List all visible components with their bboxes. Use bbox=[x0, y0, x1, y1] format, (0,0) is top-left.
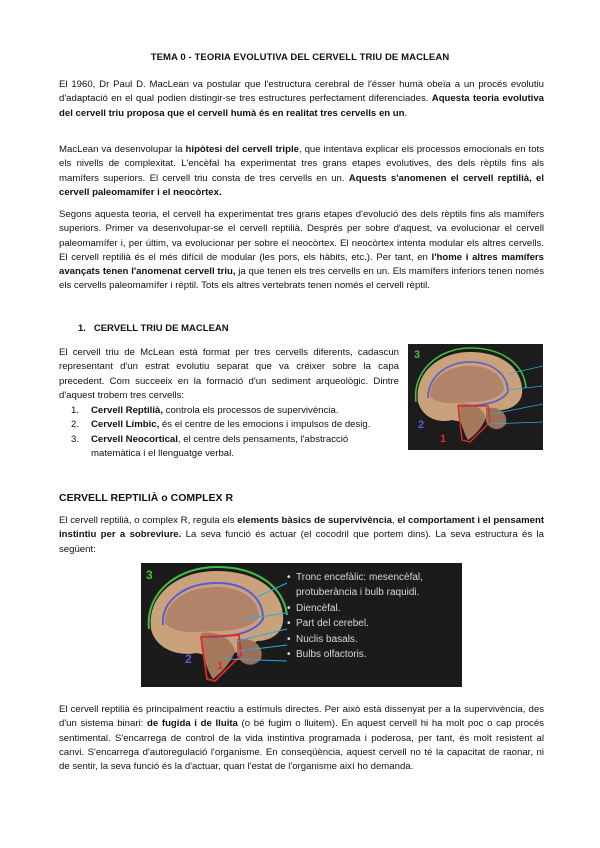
list-number: 3. bbox=[71, 433, 80, 445]
list-text: controla els processos de supervivència. bbox=[162, 405, 339, 416]
structure-item: • Tronc encefàlic: mesencèfal, bbox=[287, 572, 423, 583]
structure-item bbox=[287, 585, 423, 600]
structure-text: Bulbs olfactoris. bbox=[296, 649, 367, 661]
list-number: 1. bbox=[71, 405, 80, 416]
figure-label-1: 1 bbox=[217, 660, 224, 672]
reptilian-intro-paragraph bbox=[59, 514, 544, 557]
triune-brain-figure bbox=[408, 344, 543, 450]
reptilian-brain-figure bbox=[141, 563, 462, 687]
figure-label-3: 3 bbox=[414, 349, 421, 361]
document-title: TEMA 0 - TEORIA EVOLUTIVA DEL CERVELL TRIU DE MACLEAN bbox=[150, 52, 450, 63]
list-item bbox=[59, 418, 399, 432]
structure-list bbox=[287, 570, 423, 662]
figure-label-2: 2 bbox=[185, 652, 192, 666]
section-number: 1. bbox=[78, 323, 86, 334]
list-number: 2. bbox=[71, 419, 80, 431]
hypothesis-paragraph bbox=[59, 143, 544, 200]
structure-item: • Nuclis basals. bbox=[287, 633, 358, 645]
brain-list bbox=[59, 404, 399, 461]
structure-text: Nuclis basals. bbox=[296, 633, 358, 645]
figure-label-2: 2 bbox=[418, 419, 425, 431]
list-item bbox=[59, 404, 399, 418]
text-run: Segons aquesta teoria, el cervell ha experimentat tres grans etapes d'evolució des dels rèptils fins als mamífers superiors. Primer va desenvolupar-se el cervell reptilià. Després per sobre d'aquest, va evolucionar el cervell paleomamífer i, per últim, va evolucionar per sobre el neocòrtex. El neocòrtex intenta modular els altres cervells. El cervell reptilià és el més difícil de modular (les pors, els hàbits, etc.). Per tant, en bbox=[59, 209, 544, 263]
section-heading-reptilian: CERVELL REPTILIÀ o COMPLEX R bbox=[59, 492, 234, 504]
structure-item: • Part del cerebel. bbox=[287, 618, 369, 630]
text-run: , que intentava explicar els processos emocionals en tots els nivells de complexitat. L'encèfal ha experimentat tres grans etapes evolutives, des dels rèptils fins als mamífers superiors. El cervell triu consta de tres cervells en un. bbox=[59, 144, 545, 184]
figure-label-3: 3 bbox=[146, 568, 153, 582]
bold-run: Aquesta teoria evolutiva del cervell triu proposa que el cervell humà és en realitat tres cervells en un bbox=[59, 93, 544, 119]
text-run: El cervell reptilià, o complex R, regula els bbox=[59, 515, 238, 526]
text-run: ja que tenen els tres cervells en un. Els mamífers inferiors tenen només els cervells paleomamífer i rèptil. Tots els altres vertebrats tenen només el cervell rèptil. bbox=[59, 266, 544, 292]
bold-run: l'home i altres mamífers avançats tenen l'anomenat cervell triu, bbox=[59, 251, 544, 278]
text-run: (o bé fugim o lluitem). En aquest cervell hi ha molt poc o cap procés sentimental. S'encarrega de control de la vida instintiva programada i poderosa, per tant, és molt resistent al canvi. S'encarrega d'autoregulació l'organisme. En conseqüència, aquest cervell no té la capacitat de raonar, ni de sentir, la seva funció és la d'actuar, quan l'estat de l'organisme així ho demanda. bbox=[59, 718, 544, 773]
list-term: Cervell Reptilià, bbox=[91, 405, 163, 416]
structure-item: • Bulbs olfactoris. bbox=[287, 649, 367, 661]
section-heading-triune bbox=[78, 323, 229, 334]
bold-run: elements bàsics de supervivència bbox=[237, 515, 392, 526]
list-term: Cervell Límbic, bbox=[91, 419, 160, 431]
theory-paragraph bbox=[59, 208, 544, 294]
text-run: La seva funció és actuar (el cocodril que portem dins). La seva estructura és la següent: bbox=[59, 529, 544, 555]
text-run: MacLean va desenvolupar la bbox=[59, 144, 186, 155]
structure-text: protuberància i bulb raquidi. bbox=[296, 587, 420, 599]
structure-text: Tronc encefàlic: mesencèfal, bbox=[296, 572, 423, 583]
structure-item: • Diencèfal. bbox=[287, 602, 341, 614]
text-run: El 1960, Dr Paul D. MacLean va postular que l'estructura cerebral de l'ésser humà obeïa a un procés evolutiu d'adaptació en el qual podien distingir-se tres estructures perfectament diferenciades. bbox=[59, 79, 544, 105]
structure-text: Part del cerebel. bbox=[296, 618, 369, 630]
text-run: , bbox=[391, 515, 398, 526]
bold-run: de fugida i de lluita bbox=[147, 718, 238, 730]
bold-run: Aquests s'anomenen el cervell reptilià, el cervell paleomamífer i el neocòrtex. bbox=[59, 172, 544, 198]
bold-run: hipòtesi del cervell triple bbox=[185, 144, 299, 155]
intro-paragraph bbox=[59, 78, 544, 121]
list-text: , el centre dels pensaments, l'abstracció matemàtica i el llenguatge verbal. bbox=[91, 433, 349, 459]
brain-illustration bbox=[408, 344, 543, 450]
bold-run: el comportament i el pensament instintiu per a sobreviure. bbox=[59, 515, 545, 541]
list-item bbox=[59, 433, 399, 462]
list-term: Cervell Neocortical bbox=[91, 433, 178, 445]
text-run: . bbox=[404, 107, 408, 119]
triune-description: El cervell triu de McLean està format per tres cervells diferents, cadascun representant d'un estrat evolutiu separat que va créixer sobre la capa precedent. Com succeeix en la formació d'un sediment arqueològic. Dintre d'aquest trobem tres cervells: bbox=[59, 347, 399, 401]
section-label: CERVELL TRIU DE MACLEAN bbox=[93, 323, 229, 334]
list-text: és el centre de les emocions i impulsos de desig. bbox=[159, 419, 371, 431]
text-run: El cervell reptilià és principalment reactiu a estímuls directes. Per això està dissenyat per a la supervivència, des d'un sistema binari: bbox=[59, 704, 544, 730]
structure-text: Diencèfal. bbox=[296, 602, 341, 614]
figure-label-1: 1 bbox=[440, 433, 447, 445]
reptilian-function-paragraph bbox=[59, 703, 544, 774]
